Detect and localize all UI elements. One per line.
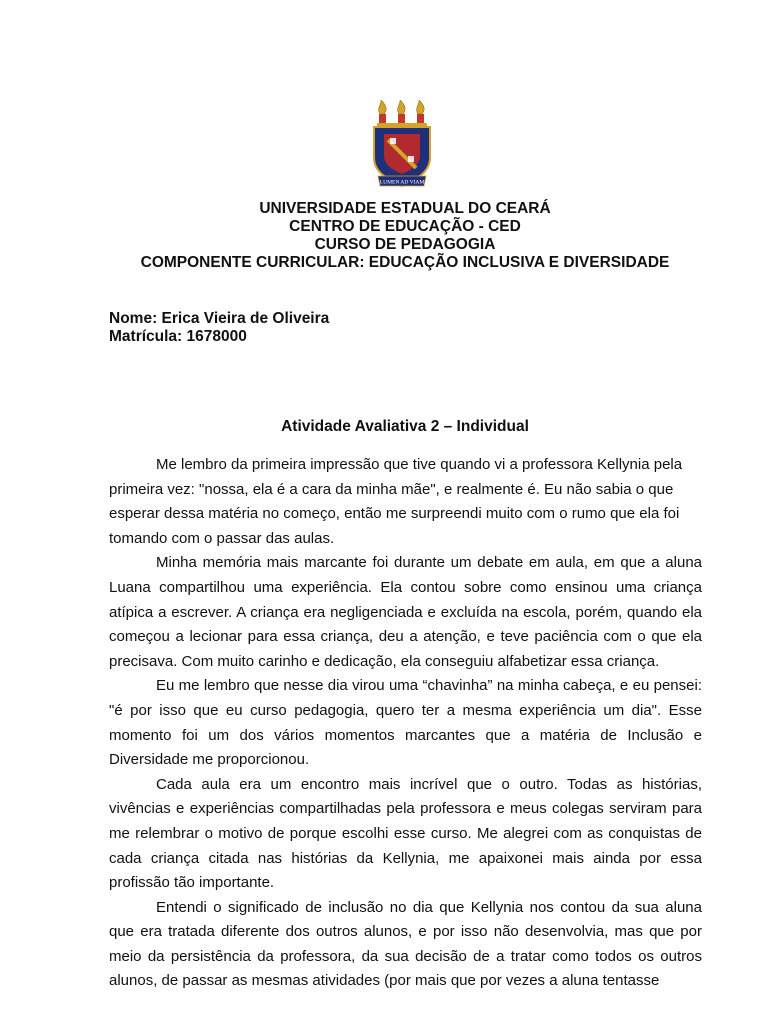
student-registration: Matrícula: 1678000 bbox=[109, 328, 247, 345]
paragraph: Entendi o significado de inclusão no dia que Kellynia nos contou da sua aluna que era tratada diferente dos outros alunos, e por isso não desenvolvia, mas que por meio da persistência da professora, da sua decisão de a tratar como todos os outros alunos, de passar as mesmas atividades (por mais que por vezes a aluna tentasse bbox=[109, 898, 702, 990]
crest-flames bbox=[377, 100, 427, 127]
paragraph: Me lembro da primeira impressão que tive quando vi a professora Kellynia pela primeira vez: "nossa, ela é a cara da minha mãe", e realmente é. Eu não sabia o que esperar dessa matéria no começo, então me surpreendi muito com o rumo que ela foi tomando com o passar das aulas. bbox=[109, 456, 683, 547]
student-info bbox=[109, 310, 329, 346]
institution-header bbox=[0, 200, 768, 272]
crest-motto-text: LUMEN AD VIAM bbox=[379, 179, 425, 186]
paragraph: Minha memória mais marcante foi durante um debate em aula, em que a aluna Luana compartilhou uma experiência. Ela contou sobre como ensinou uma criança atípica a escrever. A criança era negligenciada e excluída na escola, porém, quando ela começou a lecionar para essa criança, deu a atenção, e teve paciência com o que ela precisava. Com muito carinho e dedicação, ela conseguiu alfabetizar essa criança. bbox=[109, 554, 702, 670]
paragraph: Cada aula era um encontro mais incrível que o outro. Todas as histórias, vivências e experiências compartilhadas pela professora e meus colegas serviram para me relembrar o motivo de porque escolhi esse curso. Me alegrei com as conquistas de cada criança citada nas histórias da Kellynia, me apaixonei mais ainda por essa profissão tão importante. bbox=[109, 775, 702, 892]
student-name: Nome: Erica Vieira de Oliveira bbox=[109, 310, 330, 327]
paragraph: Eu me lembro que nesse dia virou uma “chavinha” na minha cabeça, e eu pensei: "é por isso que eu curso pedagogia, quero ter a mesma experiência um dia". Esse momento foi um dos vários momentos marcantes que a matéria de Inclusão e Diversidade me proporcionou. bbox=[109, 677, 702, 769]
curricular-component: COMPONENTE CURRICULAR: EDUCAÇÃO INCLUSIVA E DIVERSIDADE bbox=[140, 254, 670, 271]
course-name: CURSO DE PEDAGOGIA bbox=[314, 236, 496, 253]
university-name: UNIVERSIDADE ESTADUAL DO CEARÁ bbox=[259, 200, 551, 217]
center-name: CENTRO DE EDUCAÇÃO - CED bbox=[289, 218, 521, 235]
university-crest-logo bbox=[370, 100, 434, 192]
activity-title: Atividade Avaliativa 2 – Individual bbox=[281, 418, 529, 435]
crest-motto-ribbon bbox=[378, 176, 426, 186]
essay-body bbox=[109, 453, 702, 994]
